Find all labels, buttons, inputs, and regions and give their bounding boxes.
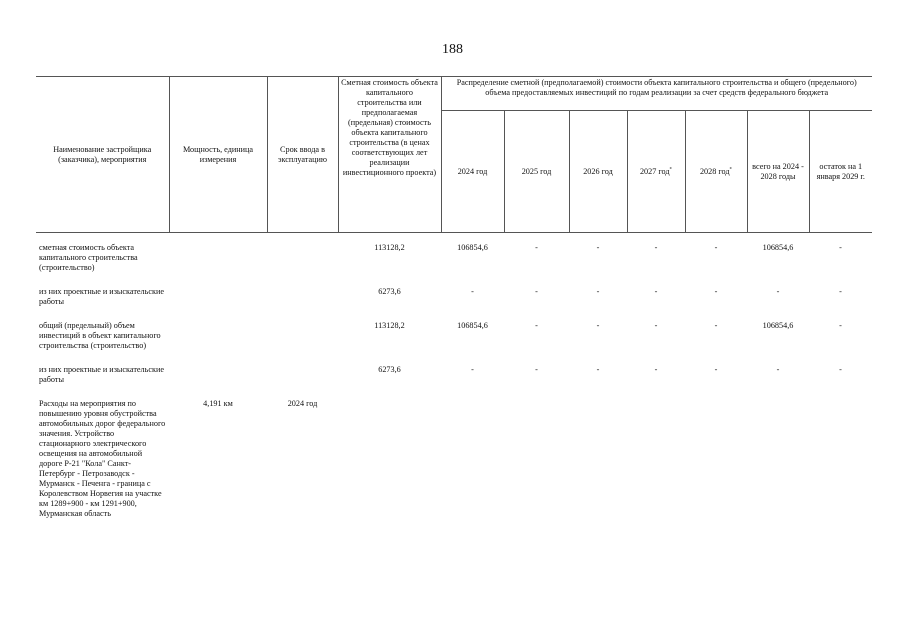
header-2025: 2025 год [504, 111, 569, 233]
row-2027: - [654, 321, 658, 330]
row-name: сметная стоимость объекта капитального строительства (строительство) [39, 243, 138, 272]
row-2024: - [471, 287, 474, 296]
row-deadline [267, 365, 338, 399]
row-2027: - [654, 365, 658, 374]
header-distribution: Распределение сметной (предполагаемой) стоимости объекта капитального строительства и общего (предельного) объема предоставляемых инвестиций по годам реализации за счет средств федерального бюджета [441, 77, 872, 111]
header-deadline: Срок ввода в эксплуатацию [267, 77, 338, 233]
investment-table [36, 76, 872, 533]
row-total [747, 399, 809, 533]
row-remainder: - [839, 365, 842, 374]
header-2028: 2028 год* [685, 111, 747, 233]
row-name: Расходы на мероприятия по повышению уровня обустройства автомобильных дорог федерального значения. Устройство стационарного электрического освещения на автомобильной дороге Р-21 "Кола" Санкт-Петербург - Петрозаводск - Мурманск - Печенга - граница с Королевством Норвегия на участке км 1289+900 - км 1291+900, Мурманская область [39, 399, 166, 518]
row-capacity [169, 321, 267, 365]
row-2026: - [596, 321, 600, 330]
row-capacity [169, 365, 267, 399]
row-name: общий (предельный) объем инвестиций в объект капитального строительства (строительство) [39, 321, 161, 350]
header-2027: 2027 год* [627, 111, 685, 233]
row-name: из них проектные и изыскательские работы [39, 365, 164, 384]
table-body [36, 233, 872, 534]
row-total: 106854,6 [762, 243, 794, 252]
row-capacity [169, 233, 267, 288]
row-cost: 6273,6 [378, 365, 401, 374]
row-2026 [569, 399, 627, 533]
row-deadline [267, 287, 338, 321]
row-2027: - [654, 287, 658, 296]
header-remainder: остаток на 1 января 2029 г. [809, 111, 872, 233]
table-row [36, 321, 872, 365]
table-row [36, 399, 872, 533]
table-row [36, 365, 872, 399]
row-2025: - [535, 287, 538, 296]
row-cost: 113128,2 [374, 321, 405, 330]
row-2026: - [596, 365, 600, 374]
footnote-mark: * [669, 166, 673, 172]
row-2025: - [535, 243, 538, 252]
page-number: 188 [442, 42, 463, 57]
row-2026: - [596, 287, 600, 296]
table-header [36, 77, 872, 233]
row-cost [338, 399, 441, 533]
row-deadline [267, 233, 338, 288]
row-remainder [809, 399, 872, 533]
row-total: - [776, 365, 780, 374]
header-name: Наименование застройщика (заказчика), мероприятия [36, 77, 169, 233]
row-2028: - [714, 287, 718, 296]
header-2024: 2024 год [441, 111, 504, 233]
footnote-mark: * [729, 166, 733, 172]
row-capacity [169, 287, 267, 321]
table-row [36, 233, 872, 288]
row-2028: - [714, 243, 718, 252]
header-total: всего на 2024 - 2028 годы [747, 111, 809, 233]
table-row [36, 287, 872, 321]
row-2024: 106854,6 [457, 243, 488, 252]
row-2026: - [596, 243, 600, 252]
row-2027 [627, 399, 685, 533]
header-capacity: Мощность, единица измерения [169, 77, 267, 233]
row-cost: 6273,6 [378, 287, 401, 296]
row-total: 106854,6 [762, 321, 794, 330]
row-total: - [776, 287, 780, 296]
row-deadline: 2024 год [287, 399, 318, 408]
row-2028: - [714, 365, 718, 374]
row-2024 [441, 399, 504, 533]
row-2025 [504, 399, 569, 533]
row-cost: 113128,2 [374, 243, 405, 252]
row-remainder: - [839, 287, 842, 296]
row-2024: - [471, 365, 474, 374]
row-deadline [267, 321, 338, 365]
row-2027: - [654, 243, 658, 252]
row-2028: - [714, 321, 718, 330]
row-2025: - [535, 321, 538, 330]
header-estimated-cost: Сметная стоимость объекта капитального строительства или предполагаемая (предельная) стоимость объекта капитального строительства (в ценах соответствующих лет реализации инвестиционного проекта) [338, 77, 441, 233]
row-2025: - [535, 365, 538, 374]
row-2028 [685, 399, 747, 533]
row-remainder: - [839, 321, 842, 330]
row-name: из них проектные и изыскательские работы [39, 287, 164, 306]
header-2026: 2026 год [569, 111, 627, 233]
row-2024: 106854,6 [457, 321, 488, 330]
row-capacity: 4,191 км [203, 399, 233, 408]
row-remainder: - [839, 243, 842, 252]
